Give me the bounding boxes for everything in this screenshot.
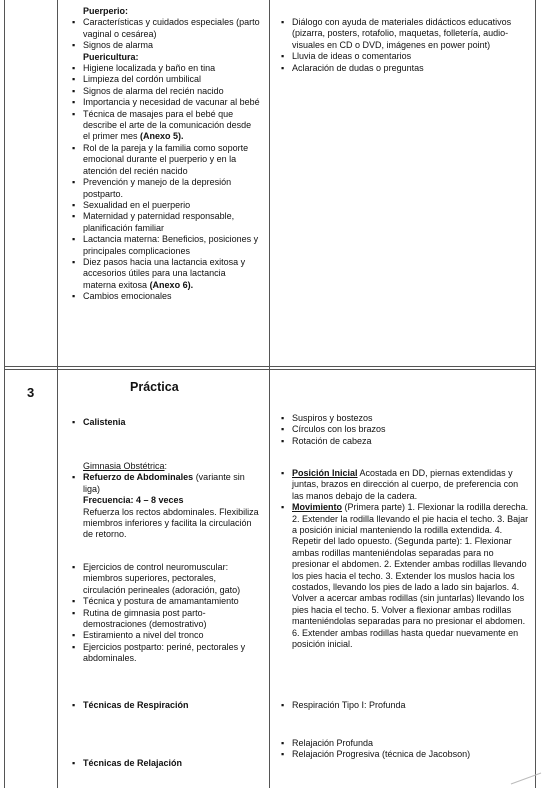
movimiento-label: Movimiento (292, 502, 343, 513)
respiracion-details (281, 700, 529, 711)
list-item: ▪ Prevención y manejo de la depresión postparto. (72, 177, 260, 200)
table-divider-columns (269, 0, 270, 788)
gimnasia-block (72, 461, 260, 541)
anexo-6-ref: (Anexo 6). (149, 279, 194, 290)
diez-pasos-text: Diez pasos hacia una lactancia exitosa y accesorios útiles para una lactancia materna exitosa (83, 256, 246, 290)
posicion-label: Posición Inicial (292, 468, 358, 478)
list-item: ▪ Técnica y postura de amamantamiento (72, 596, 260, 607)
top-row-contents (72, 6, 260, 303)
calistenia-list (72, 417, 260, 428)
gimnasia-details (281, 468, 529, 651)
row-divider-shadow (4, 369, 536, 370)
calistenia-details (281, 413, 529, 447)
masajes-text: Técnica de masajes para el bebé que describe el arte de la comunicación desde el primer mes (83, 108, 252, 142)
refuerza-text: Refuerza los rectos abdominales. Flexibiliza miembros inferiores y facilita la circulación de retorno. (83, 506, 259, 540)
list-item (72, 257, 260, 291)
puericultura-list (72, 63, 260, 303)
puerperio-list (72, 17, 260, 51)
refuerzo-label: Refuerzo de Abdominales (83, 472, 194, 483)
table-border-left (4, 0, 5, 788)
list-item (72, 109, 260, 143)
list-item: ▪ Lluvia de ideas o comentarios (281, 51, 529, 62)
list-item: ▪ Maternidad y paternidad responsable, planificación familiar (72, 211, 260, 234)
list-item: ▪ Higiene localizada y baño en tina (72, 63, 260, 74)
list-item: ▪ Rol de la pareja y la familia como soporte emocional durante el puerperio y en la atención del recién nacido (72, 143, 260, 177)
list-item: ▪ Rutina de gimnasia post parto-demostraciones (demostrativo) (72, 608, 260, 631)
list-item: ▪ Suspiros y bostezos (281, 413, 529, 424)
relajacion-list (72, 758, 260, 769)
methods-list (281, 17, 529, 74)
list-item: ▪ Características y cuidados especiales (parto vaginal o cesárea) (72, 17, 260, 40)
top-row-methods (281, 17, 529, 74)
calistenia-item: ▪ Calistenia (72, 417, 260, 428)
exercise-list (72, 562, 260, 665)
section-title: Práctica (130, 380, 179, 394)
scan-artifact (511, 773, 541, 785)
relajacion-item: ▪ Técnicas de Relajación (72, 758, 260, 769)
gimnasia-header: Gimnasia Obstétrica: (83, 461, 168, 471)
list-item: ▪ Círculos con los brazos (281, 424, 529, 435)
table-border-right (535, 0, 536, 788)
list-item: ▪ Signos de alarma (72, 40, 260, 51)
puerperio-header: Puerperio: (83, 6, 129, 16)
posicion-item: ▪ Posición Inicial Acostada en DD, piernas extendidas y juntas, brazos en dirección al cuerpo, de preferencia con las manos debajo de la cadera. (281, 468, 529, 502)
session-number: 3 (27, 385, 35, 400)
list-item: ▪ Signos de alarma del recién nacido (72, 86, 260, 97)
row-divider (4, 366, 536, 367)
list-item: ▪ Lactancia materna: Beneficios, posiciones y principales complicaciones (72, 234, 260, 257)
movimiento-item: ▪ Movimiento (Primera parte) 1. Flexionar la rodilla derecha. 2. Extender la rodilla llevando el pie hacia el techo. 3. Bajar a posición inicial manteniendo la rodilla extendida. 4. Repetir del lado opuesto. (Segunda parte): 1. Flexionar ambas rodillas manteniéndolas separadas para no presionar el abdomen. 2. Extender ambas rodillas llevando los pies hacia el techo. 3. Extender los muslos hacia los costados, llevando los pies de lado a lado sin bajarlos. 4. Volver a acercar ambas rodillas (sin juntarlas) llevando los pies hacia el techo. 5. Volver a flexionar ambas rodillas manteniéndolas separadas para no presionar el abdomen. 6. Extender ambas rodillas hasta quedar nuevamente en posición inicial. (281, 502, 529, 650)
respiracion-list (72, 700, 260, 711)
puericultura-header: Puericultura: (83, 51, 139, 62)
table-divider-number (57, 0, 58, 788)
list-item: ▪ Relajación Profunda (281, 738, 529, 749)
list-item: ▪ Ejercicios de control neuromuscular: miembros superiores, pectorales, circulación perineales (adoración, gato) (72, 562, 260, 596)
list-item: ▪ Respiración Tipo I: Profunda (281, 700, 529, 711)
list-item: ▪ Estiramiento a nivel del tronco (72, 630, 260, 641)
anexo-5-ref: (Anexo 5). (140, 131, 184, 142)
list-item: ▪ Limpieza del cordón umbilical (72, 74, 260, 85)
list-item: ▪ Diálogo con ayuda de materiales didácticos educativos (pizarra, posters, rotafolio, maquetas, folletería, audio-visuales en CD o DVD, imágenes en power point) (281, 17, 529, 51)
list-item: ▪ Sexualidad en el puerperio (72, 200, 260, 211)
list-item: ▪ Refuerzo de Abdominales (variante sin liga) (72, 472, 260, 495)
list-item: ▪ Rotación de cabeza (281, 436, 529, 447)
list-item: ▪ Ejercicios postparto: periné, pectorales y abdominales. (72, 642, 260, 665)
relajacion-details (281, 738, 529, 761)
list-item: ▪ Cambios emocionales (72, 291, 260, 302)
list-item: ▪ Importancia y necesidad de vacunar al bebé (72, 97, 260, 108)
list-item: ▪ Aclaración de dudas o preguntas (281, 63, 529, 74)
list-item: ▪ Relajación Progresiva (técnica de Jacobson) (281, 749, 529, 760)
frecuencia-text: Frecuencia: 4 – 8 veces (83, 495, 184, 506)
respiracion-item: ▪ Técnicas de Respiración (72, 700, 260, 711)
